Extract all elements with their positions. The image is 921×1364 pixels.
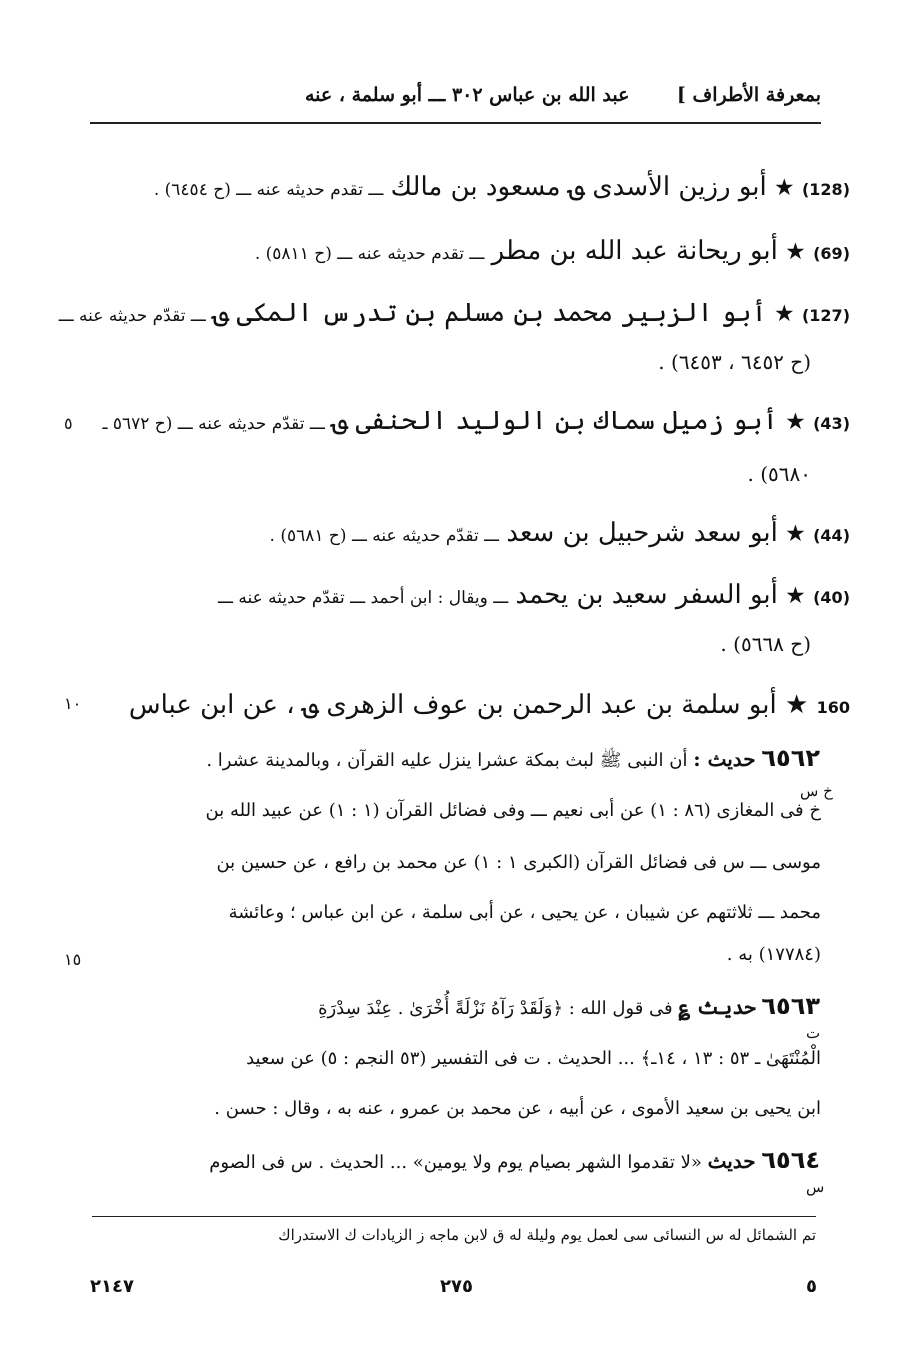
entry-reference: ـــ تقدّم حديثه عنه ـــ (ح ٥٦٨١) . bbox=[269, 526, 500, 546]
cumulative-page-number: ٢١٤٧ bbox=[90, 1276, 134, 1297]
entry-number: (128) bbox=[801, 180, 850, 199]
abbreviation-key: تم الشمائل له س النسائى سى لعمل يوم وليلة له ق لابن ماجه ز الزيادات ك الاستدراك bbox=[278, 1226, 816, 1244]
hadith-entry bbox=[92, 1146, 820, 1174]
star-icon: ★ bbox=[785, 409, 806, 435]
header-rule bbox=[90, 122, 821, 124]
hadith-entry bbox=[92, 744, 820, 775]
hadith-number: ٦٥٦٣ bbox=[761, 992, 820, 1020]
entry-reference: ـــ تقدم حديثه عنه ـــ (ح ٦٤٥٤) . bbox=[153, 180, 384, 200]
entry-name: أبو الزبير محمد بن مسلم بن تدرس المكى ؈ bbox=[213, 298, 767, 328]
hadith-entry bbox=[92, 992, 820, 1020]
hadith-label: حديث bbox=[707, 1149, 756, 1173]
entry-row bbox=[58, 284, 850, 345]
header-chapter-title: عبد الله بن عباس ٣٠٢ ـــ أبو سلمة ، عنه bbox=[305, 84, 630, 106]
volume-number: ٥ bbox=[806, 1276, 817, 1297]
entry-reference: ـــ ويقال : ابن أحمد ـــ تقدّم حديثه عنه ـــ bbox=[217, 588, 509, 608]
entry-name: أبو سلمة بن عبد الرحمن بن عوف الزهرى ؈ ، عن ابن عباس bbox=[128, 690, 777, 720]
entry-name: أبو رزين الأسدى ؈ مسعود بن مالك bbox=[390, 172, 767, 202]
main-entry-heading bbox=[90, 676, 850, 737]
entry-reference: ـــ تقدّم حديثه عنه ـــ bbox=[58, 306, 206, 326]
hadith-number: ٦٥٦٤ bbox=[761, 1146, 820, 1174]
entry-continuation: ٥٦٨٠) . bbox=[747, 462, 811, 486]
entry-number: (40) bbox=[813, 588, 850, 607]
entry-row bbox=[90, 504, 850, 565]
margin-number: ٥ bbox=[64, 414, 73, 433]
entry-number: 160 bbox=[816, 698, 850, 717]
source-mark: ت bbox=[806, 1024, 821, 1042]
hadith-label: حديث : bbox=[693, 747, 756, 771]
source-mark: خ س bbox=[800, 782, 833, 800]
hadith-line: الْمُنْتَهَىٰ ـ ٥٣ : ١٣ ، ١٤ـ﴾ ... الحديث . ت فى التفسير (٥٣ النجم : ٥) عن سعيد bbox=[246, 1048, 821, 1069]
star-icon: ★ bbox=[774, 175, 795, 201]
entry-row bbox=[90, 566, 850, 627]
hadith-line: (١٧٧٨٤) به . bbox=[726, 944, 821, 965]
hadith-line: محمد ـــ ثلاثتهم عن شيبان ، عن يحيى ، عن أبى سلمة ، عن ابن عباس ؛ وعائشة bbox=[228, 902, 821, 923]
star-icon: ★ bbox=[785, 583, 806, 609]
header-section-title: بمعرفة الأطراف ] bbox=[676, 84, 821, 106]
entry-continuation: (ح ٦٤٥٢ ، ٦٤٥٣) . bbox=[658, 350, 811, 374]
hadith-line: موسى ـــ س فى فضائل القرآن (الكبرى ١ : ١) عن محمد بن رافع ، عن حسين بن bbox=[216, 852, 821, 873]
margin-number: ١٥ bbox=[64, 950, 82, 969]
star-icon: ★ bbox=[785, 521, 806, 547]
star-icon: ★ bbox=[785, 690, 809, 720]
entry-name: أبو زميل سماك بن الوليد الحنفى ؈ bbox=[332, 406, 778, 436]
star-icon: ★ bbox=[785, 239, 806, 265]
hadith-text: «لا تقدموا الشهر بصيام يوم ولا يومين» ... الحديث . س فى الصوم bbox=[209, 1152, 702, 1173]
entry-reference: ـــ تقدّم حديثه عنه ـــ (ح ٥٦٧٢ ـ bbox=[102, 414, 325, 434]
hadith-text: أن النبى ﷺ لبث بمكة عشرا ينزل عليه القرآن ، وبالمدينة عشرا . bbox=[206, 750, 688, 771]
hadith-number: ٦٥٦٢ bbox=[761, 744, 820, 772]
entry-continuation: (ح ٥٦٦٨) . bbox=[720, 632, 811, 656]
entry-row bbox=[90, 158, 850, 219]
entry-name: أبو سعد شرحبيل بن سعد bbox=[506, 518, 778, 548]
page-number: ٢٧٥ bbox=[440, 1276, 473, 1297]
entry-reference: ـــ تقدم حديثه عنه ـــ (ح ٥٨١١) . bbox=[254, 244, 485, 264]
hadith-line: خ فى المغازى (٨٦ : ١) عن أبى نعيم ـــ وفى فضائل القرآن (١ : ١) عن عبيد الله بن bbox=[205, 800, 821, 821]
hadith-text: فى قول الله : ﴿وَلَقَدْ رَآهُ نَزْلَةً أُخْرَىٰ . عِنْدَ سِدْرَةِ bbox=[318, 998, 673, 1019]
source-mark: س bbox=[806, 1178, 825, 1196]
running-header bbox=[90, 74, 821, 122]
entry-number: (44) bbox=[813, 526, 850, 545]
entry-row bbox=[90, 392, 850, 453]
entry-number: (43) bbox=[813, 414, 850, 433]
entry-number: (69) bbox=[813, 244, 850, 263]
footnote-rule bbox=[92, 1216, 816, 1217]
hadith-line: ابن يحيى بن سعيد الأموى ، عن أبيه ، عن محمد بن عمرو ، عنه به ، وقال : حسن . bbox=[214, 1098, 821, 1119]
entry-name: أبو ريحانة عبد الله بن مطر bbox=[491, 236, 778, 266]
entry-number: (127) bbox=[801, 306, 850, 325]
entry-row bbox=[90, 222, 850, 283]
entry-name: أبو السفر سعيد بن يحمد bbox=[515, 580, 778, 610]
margin-number: ١٠ bbox=[64, 694, 82, 713]
hadith-label: حديث ؏ bbox=[678, 995, 756, 1019]
star-icon: ★ bbox=[774, 301, 795, 327]
